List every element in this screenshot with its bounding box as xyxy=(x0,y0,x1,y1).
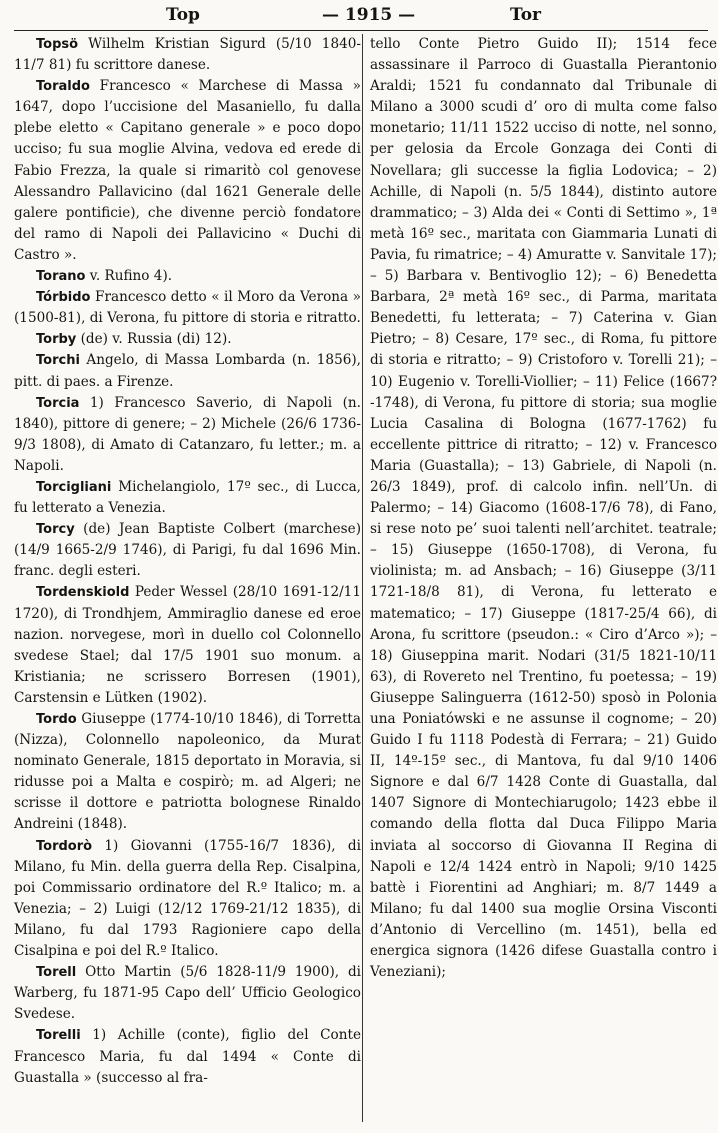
entry xyxy=(14,393,361,477)
entry-headword: Torell xyxy=(36,965,77,981)
entry-continuation: tello Conte Pietro Guido II); 1514 fece assassinare il Parroco di Guastalla Pierantonio Araldi; 1521 fu condannato dal Tribunale di Milano a 3000 scudi d’ oro di multa come falso monetario; 11/11 1522 ucciso di notte, nel sonno, per gelosia da Ercole Gonzaga dei Conti di Novellara; gli successe la figlia Lodovica; – 2) Achille, di Napoli (n. 5/5 1844), distinto autore drammatico; – 3) Alda dei « Conti di Settimo », 1ª metà 16º sec., maritata con Giammaria Lunati di Pavia, fu rimatrice; – 4) Amuratte v. Sanvitale 17); – 5) Barbara v. Bentivoglio 12); – 6) Benedetta Barbara, 2ª metà 16º sec., di Parma, maritata Benedetti, fu letterata; – 7) Caterina v. Gian Pietro; – 8) Cesare, 17º sec., di Roma, fu pittore di storia e ritratto; – 9) Cristoforo v. Torelli 21); – 10) Eugenio v. Torelli-Viollier; – 11) Felice (1667?-1748), di Verona, fu pittore di storia; sua moglie Lucia Casalina di Bologna (1677-1762) fu eccellente pittrice di ritratto; – 12) v. Francesco Maria (Guastalla); – 13) Gabriele, di Napoli (n. 26/3 1849), prof. di calcolo infin. nell’Un. di Palermo; – 14) Giacomo (1608-17/6 78), di Fano, si rese noto pe’ suoi talenti nell’architet. teatrale; – 15) Giuseppe (1650-1708), di Verona, fu violinista; m. ad Ansbach; – 16) Giuseppe (3/11 1721-18/8 81), di Verona, fu letterato e matematico; – 17) Giuseppe (1817-25/4 66), di Arona, fu scrittore (pseudon.: « Ciro d’Arco »); – 18) Giuseppina marit. Nodari (31/5 1821-10/11 63), di Rovereto nel Trentino, fu poetessa; – 19) Giuseppe Salinguerra (1612-50) sposò in Polonia una Poniatówski e ne assunse il cognome; – 20) Guido I fu 1118 Podestà di Ferrara; – 21) Guido II, 14º-15º sec., di Mantova, fu dal 9/10 1406 Signore e dal 6/7 1428 Conte di Guastalla, dal 1407 Signore di Montechiarugolo; 1423 ebbe il comando della flotta dal Duca Filippo Maria inviata al soccorso di Giovanna II Regina di Napoli e 12/4 1424 entrò in Napoli; 9/10 1425 battè i Fiorentini ad Anghiari; m. 8/7 1449 a Milano; fu dal 1400 sua moglie Orsina Visconti d’Antonio di Vercellino (m. 1451), bella ed energica signora (1426 difese Guastalla contro i Veneziani); xyxy=(370,36,717,981)
entry-headword: Toraldo xyxy=(36,79,90,95)
left-guide-word: Top xyxy=(166,5,200,25)
entry xyxy=(14,34,361,76)
entry xyxy=(14,287,361,329)
left-column xyxy=(14,34,361,1089)
header-rule xyxy=(14,30,708,31)
entry-headword: Tordenskiold xyxy=(36,585,130,601)
entry xyxy=(14,709,361,836)
entry-headword: Topsö xyxy=(36,37,79,52)
page-number: — 1915 — xyxy=(322,5,416,25)
right-guide-word: Tor xyxy=(510,5,541,25)
entry-text: (de) Jean Baptiste Colbert (marchese) (14/9 1665-2/9 1746), di Parigi, fu dal 1696 Min. franc. degli esteri. xyxy=(14,521,361,580)
entry-text: Michelangiolo, 17º sec., di Lucca, fu letterato a Venezia. xyxy=(14,478,361,517)
entry xyxy=(14,350,361,392)
entry-headword: Torcy xyxy=(36,522,75,538)
entry-text: Wilhelm Kristian Sigurd (5/10 1840-11/7 81) fu scrittore danese. xyxy=(14,36,361,74)
entry-headword: Torby xyxy=(36,332,77,348)
entry-headword: Tordo xyxy=(36,712,77,727)
entry-text: 1) Achille (conte), figlio del Conte Francesco Maria, fu dal 1494 « Conte di Guastalla » (successo al fra- xyxy=(14,1027,361,1086)
entry xyxy=(14,836,361,963)
column-divider xyxy=(362,34,363,1122)
page-header xyxy=(14,3,708,29)
entry xyxy=(14,76,361,266)
entry xyxy=(14,962,361,1025)
entry xyxy=(14,329,361,350)
entry-headword: Torcigliani xyxy=(36,479,112,495)
entry-headword: Torchi xyxy=(36,353,80,369)
entry-headword: Torano xyxy=(36,269,86,285)
entry-text: 1) Giovanni (1755-16/7 1836), di Milano, fu Min. della guerra della Rep. Cisalpina, poi Commissario ordinatore del R.º Italico; m. a Venezia; – 2) Luigi (12/12 1769-21/12 1835), di Milano, fu dal 1793 Ragioniere capo della Cisalpina e poi del R.º Italico. xyxy=(14,837,361,960)
entry-text: Francesco detto « il Moro da Verona » (1500-81), di Verona, fu pittore di storia e ritratto. xyxy=(14,289,361,327)
entry-text: Peder Wessel (28/10 1691-12/11 1720), di Trondhjem, Ammiraglio danese ed eroe nazion. norvegese, morì in duello col Colonnello svedese Stael; dal 17/5 1901 suo monum. a Kristiania; ne scrissero Borresen (1901), Carstensin e Lütken (1902). xyxy=(14,584,361,706)
entry xyxy=(14,519,361,582)
entry-text: (de) v. Russia (di) 12). xyxy=(76,331,232,348)
entry-text: Francesco « Marchese di Massa » 1647, dopo l’uccisione del Masaniello, fu dalla plebe eletto « Capitano generale » e poco dopo ucciso; fu sua moglie Alvina, vedova ed erede di Fabio Frezza, la quale si rimaritò col genovese Alessandro Pallavicino (dal 1621 Generale delle galere pontificie), che divenne perciò fondatore del ramo di Napoli dei Pallavicino « Duchi di Castro ». xyxy=(14,78,361,263)
entry-text: Angelo, di Massa Lombarda (n. 1856), pitt. di paes. a Firenze. xyxy=(14,352,361,390)
entry-text: v. Rufino 4). xyxy=(85,268,173,285)
entry xyxy=(14,1025,361,1088)
entry xyxy=(14,266,361,287)
right-column xyxy=(370,34,717,983)
entry-headword: Tórbido xyxy=(36,290,91,306)
entry-text: Otto Martin (5/6 1828-11/9 1900), di Warberg, fu 1871-95 Capo dell’ Ufficio Geologico Svedese. xyxy=(14,964,361,1023)
entry-text: Giuseppe (1774-10/10 1846), di Torretta (Nizza), Colonnello napoleonico, da Murat nominato Generale, 1815 deportato in Moravia, si ridusse poi a Malta e cospirò; m. ad Algeri; ne scrisse il dottore e patriotta bolognese Rinaldo Andreini (1848). xyxy=(14,711,361,833)
entry-headword: Torelli xyxy=(36,1028,81,1044)
entry-headword: Torcia xyxy=(36,395,80,411)
entry xyxy=(14,477,361,519)
entry-text: 1) Francesco Saverio, di Napoli (n. 1840), pittore di genere; – 2) Michele (26/6 1736-9/3 1808), di Amato di Catanzaro, fu letter.; m. a Napoli. xyxy=(14,394,361,474)
entry-headword: Tordorò xyxy=(36,838,93,854)
entry xyxy=(14,582,361,709)
